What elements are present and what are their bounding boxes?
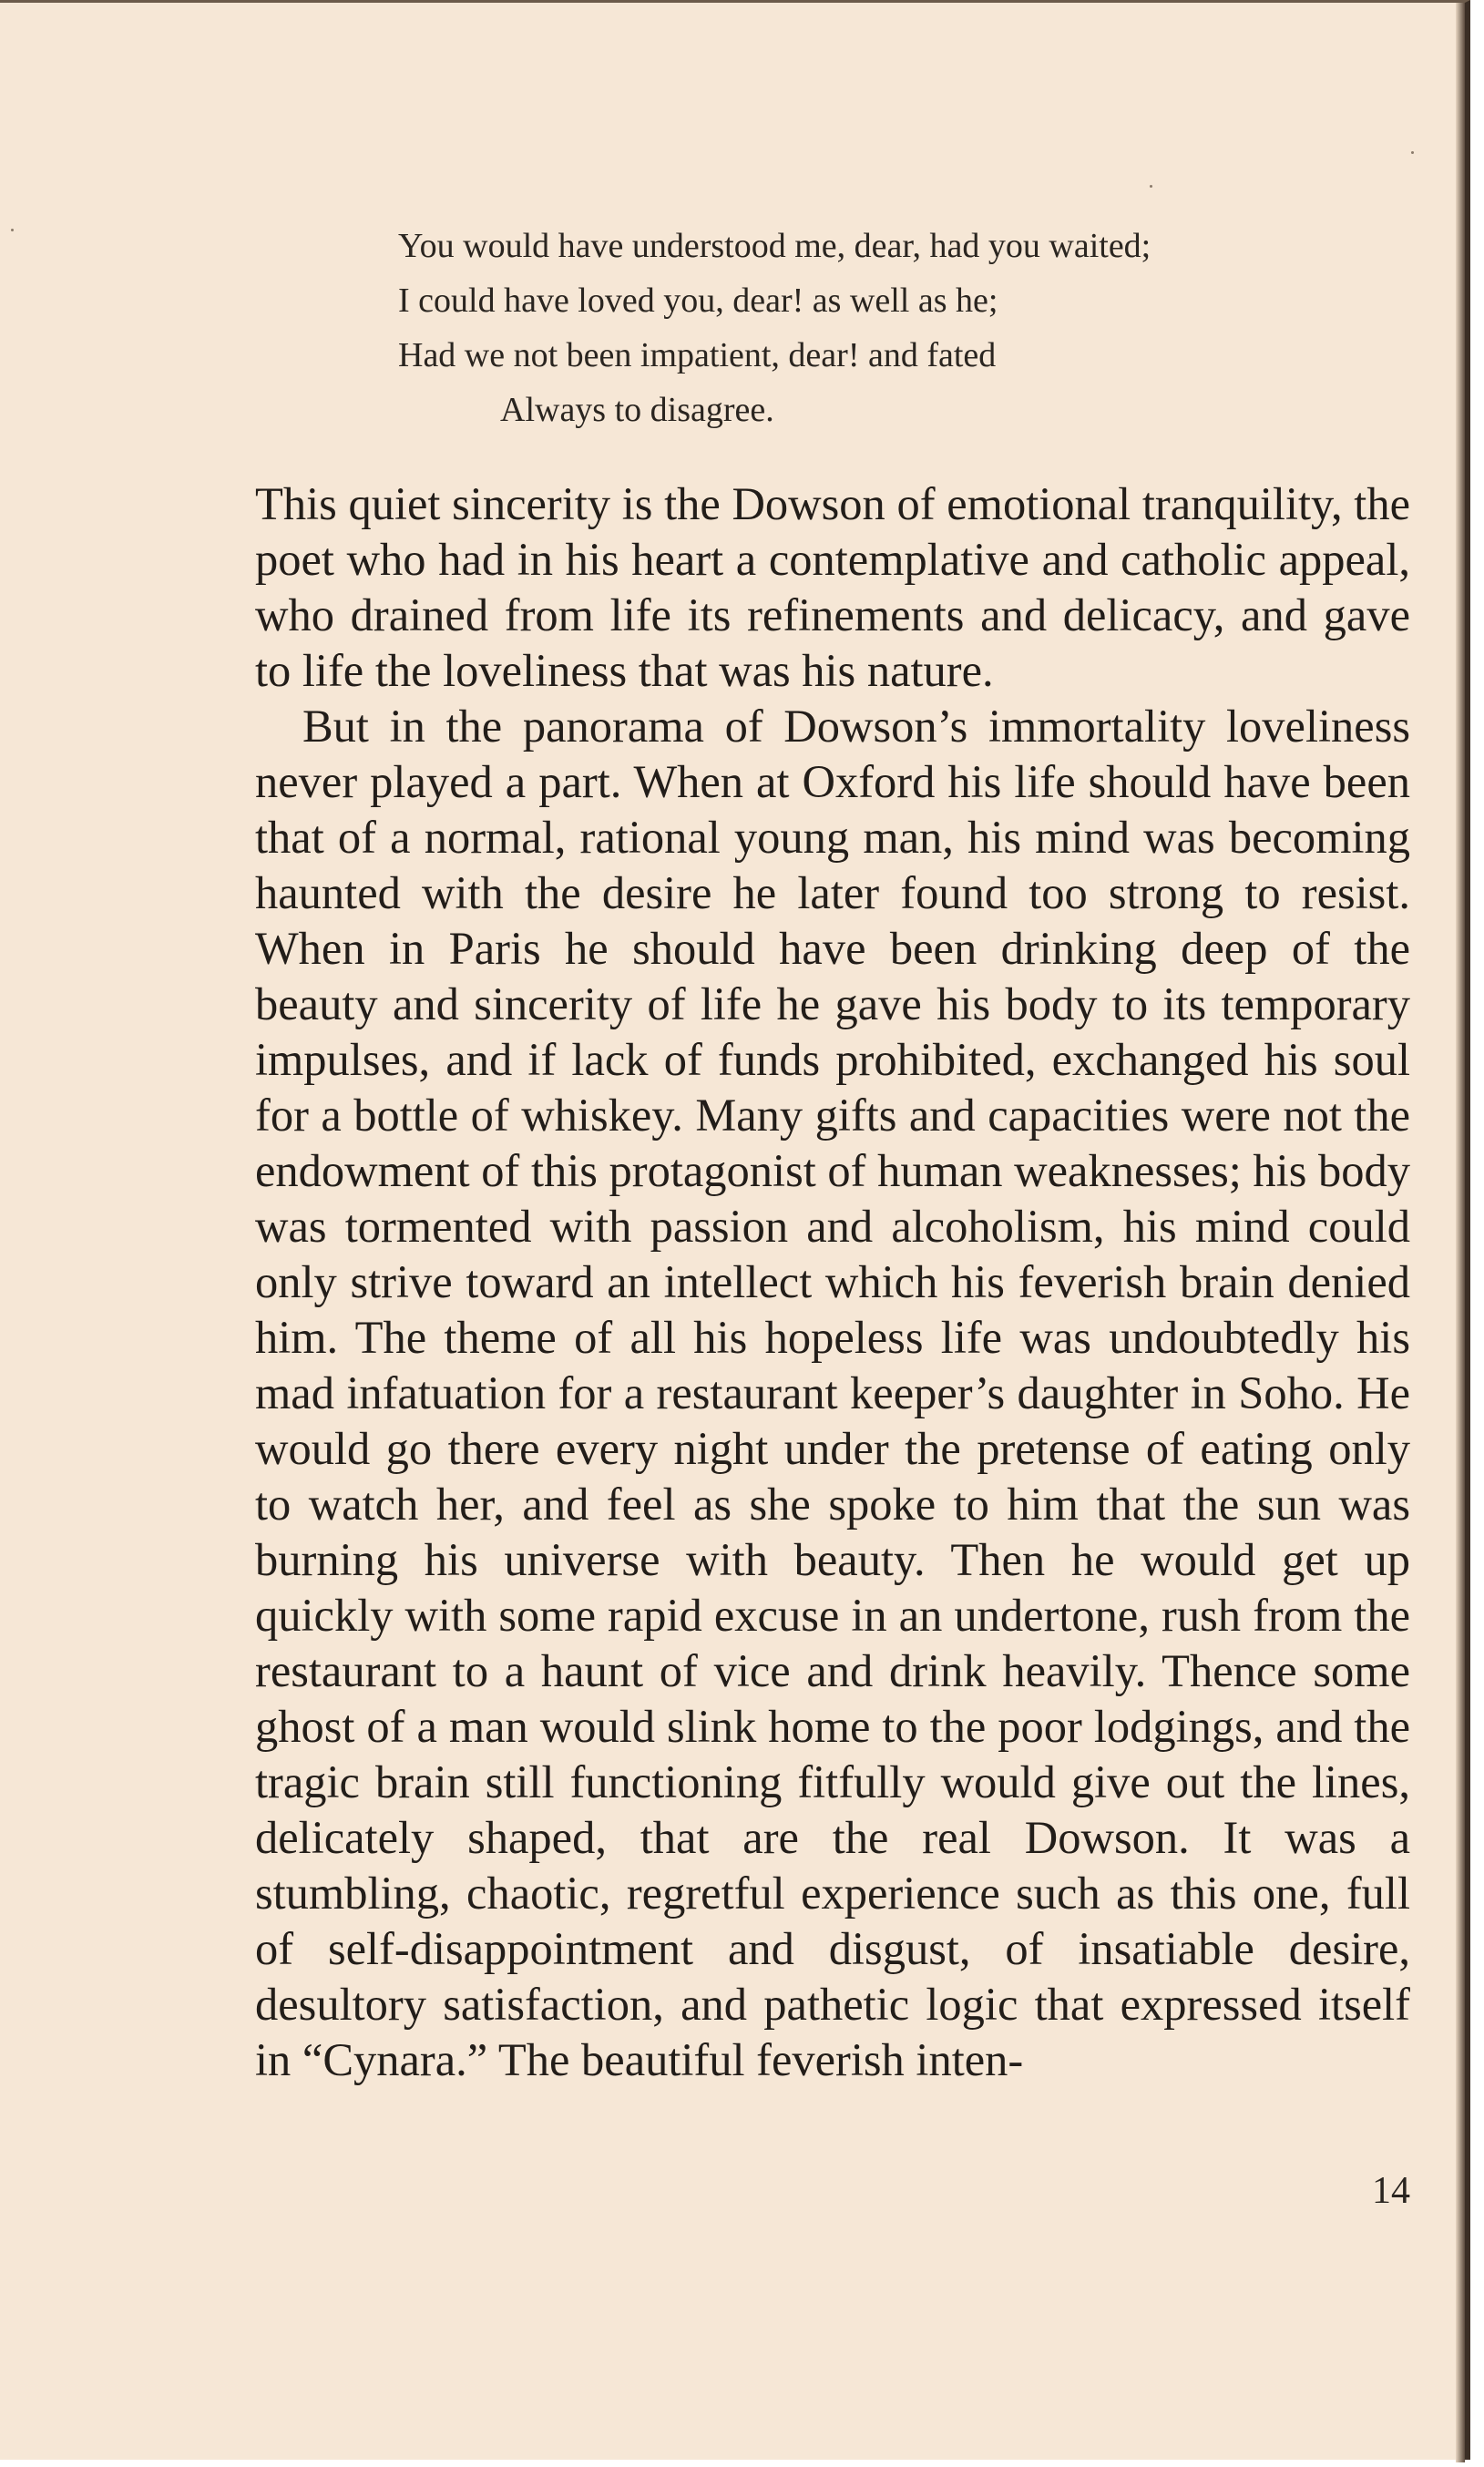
paragraph: This quiet sincerity is the Dowson of emotional tranquility, the poet who had in his heart a contemplative and catholic appeal, who drained from life its refinements and delicacy, and gave to life the loveliness that was his nature. xyxy=(255,478,1410,696)
page-edge-shadow xyxy=(1456,3,1465,2462)
paragraph: But in the panorama of Dowson’s immortality loveliness never played a part. When at Oxford his life should have been that of a normal, rational young man, his mind was becoming haunted with the desire he later found too strong to resist. When in Paris he should have been drinking deep of the beauty and sincerity of life he gave his body to its temporary impulses, and if lack of funds prohibited, exchanged his soul for a bottle of whiskey. Many gifts and capacities were not the endowment of this protagonist of human weaknesses; his body was tormented with passion and alcoholism, his mind could only strive toward an intellect which his feverish brain denied him. The theme of all his hopeless life was undoubtedly his mad infatuation for a restaurant keeper’s daughter in Soho. He would go there every night under the pretense of eating only to watch her, and feel as she spoke to him that the sun was burning his universe with beauty. Then he would get up quickly with some rapid excuse in an undertone, rush from the restaurant to a haunt of vice and drink heavily. Thence some ghost of a man would slink home to the poor lodgings, and the tragic brain still functioning fitfully would give out the lines, delicately shaped, that are the real Dowson. It was a stumbling, chaotic, regretful experience such as this one, full of self-disappointment and disgust, of insatiable desire, desultory satisfaction, and pathetic logic that expressed itself in “Cynara.” The beautiful feverish inten- xyxy=(255,701,1410,2085)
verse-line: Had we not been impatient, dear! and fated xyxy=(398,336,997,374)
paper-speck xyxy=(11,229,14,231)
verse-line: You would have understood me, dear, had you waited; xyxy=(398,227,1151,265)
paper-speck xyxy=(1411,151,1414,154)
paper-speck xyxy=(1150,185,1152,188)
verse-line: Always to disagree. xyxy=(500,391,774,429)
verse-stanza xyxy=(398,219,1309,437)
prose-body xyxy=(255,476,1410,2088)
verse-line: I could have loved you, dear! as well as he; xyxy=(398,282,998,320)
page-number: 14 xyxy=(1372,2170,1410,2212)
